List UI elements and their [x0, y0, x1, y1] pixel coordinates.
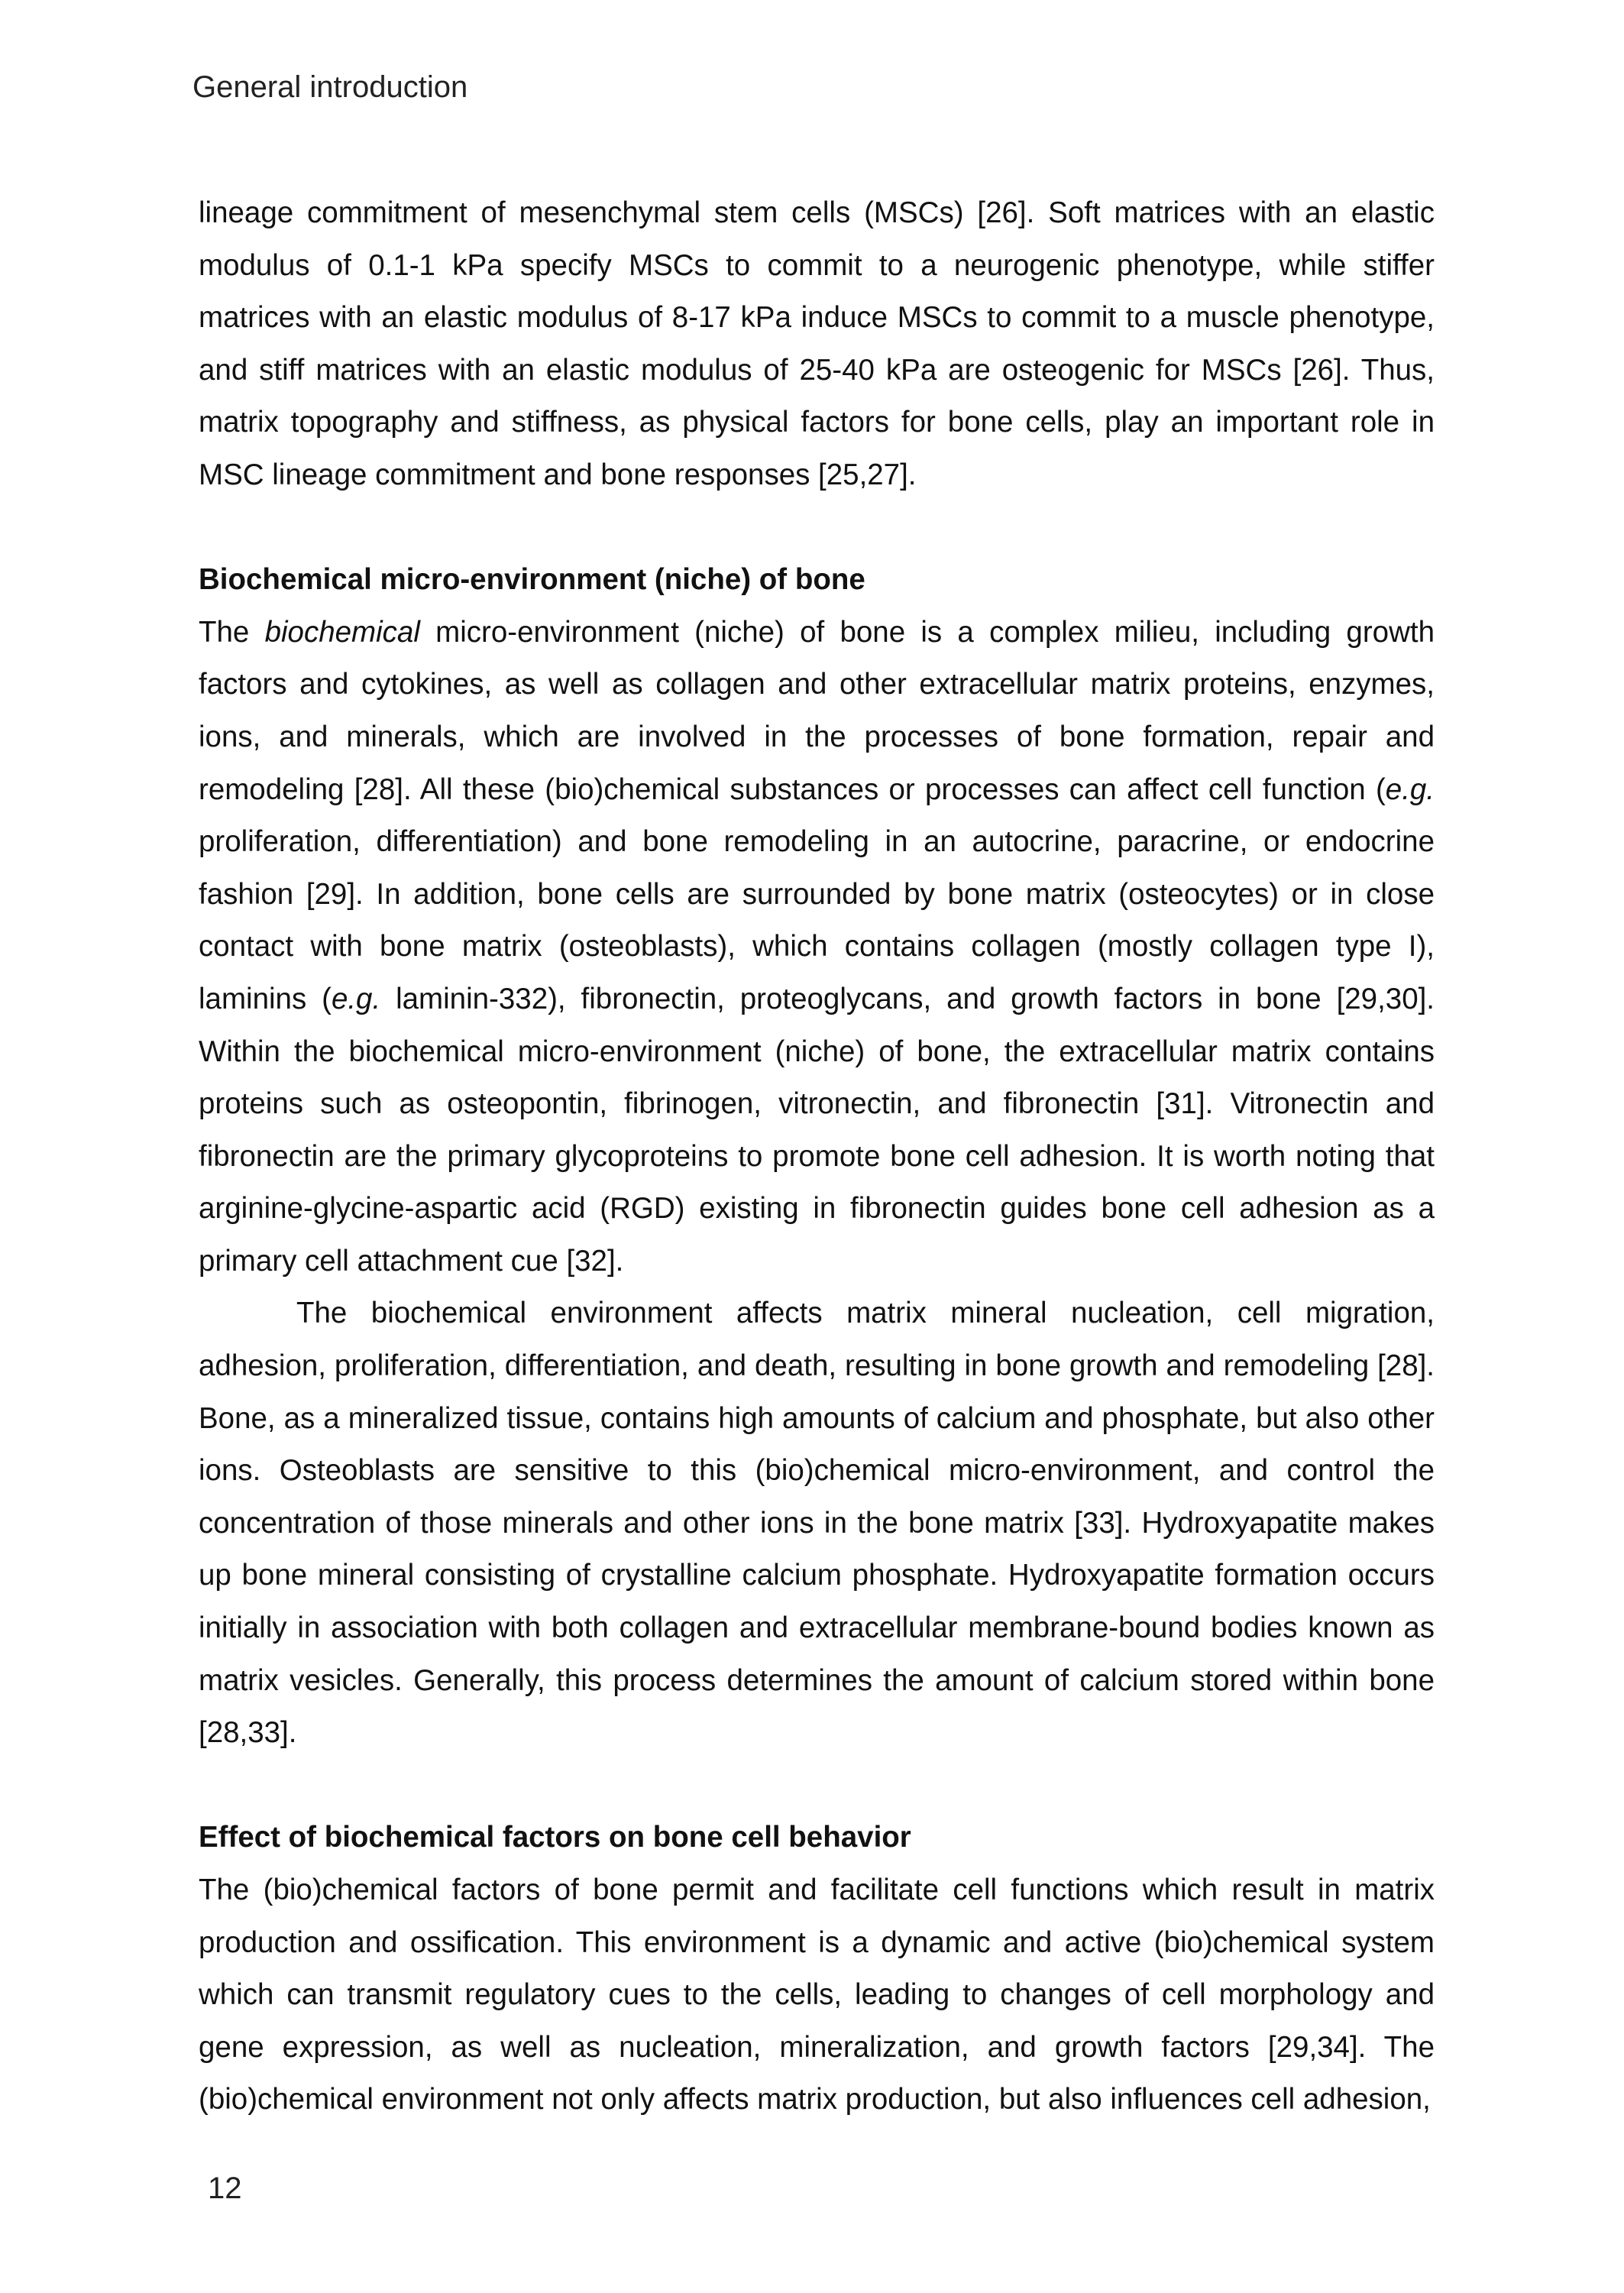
body-text: [199, 187, 1435, 2126]
italic-abbrev: e.g.: [1385, 772, 1435, 806]
text-run: micro-environment (niche) of bone is a complex milieu, including growth factors and cytokines, as well as collagen and other extracellular matrix proteins, enzymes, ions, and minerals, which are involved in the processes of bone formation, repair and remodeling [28]. All these (bio)chemical substances or processes can affect cell function (: [199, 615, 1435, 806]
page-number: 12: [208, 2172, 242, 2205]
paragraph-mineralization: The biochemical environment affects matrix mineral nucleation, cell migration, adhesion, proliferation, differentiation, and death, resulting in bone growth and remodeling [28]. Bone, as a mineralized tissue, contains high amounts of calcium and phosphate, but also other ions. Osteoblasts are sensitive to this (bio)chemical micro-environment, and control the concentration of those minerals and other ions in the bone matrix [33]. Hydroxyapatite makes up bone mineral consisting of crystalline calcium phosphate. Hydroxyapatite formation occurs initially in association with both collagen and extracellular membrane-bound bodies known as matrix vesicles. Generally, this process determines the amount of calcium stored within bone [28,33].: [199, 1297, 1435, 1750]
section-gap: [199, 1760, 1435, 1812]
section-gap: [199, 502, 1435, 555]
text-run: proliferation, differentiation) and bone remodeling in an autocrine, paracrine, or endocrine fashion [29]. In addition, bone cells are surrounded by bone matrix (osteocytes) or in close contact with bone matrix (osteoblasts), which contains collagen (mostly collagen type I), laminins (: [199, 825, 1435, 1015]
paragraph-msc-lineage: lineage commitment of mesenchymal stem cells (MSCs) [26]. Soft matrices with an elastic modulus of 0.1-1 kPa specify MSCs to commit to a neurogenic phenotype, while stiffer matrices with an elastic modulus of 8-17 kPa induce MSCs to commit to a muscle phenotype, and stiff matrices with an elastic modulus of 25-40 kPa are osteogenic for MSCs [26]. Thus, matrix topography and stiffness, as physical factors for bone cells, play an important role in MSC lineage commitment and bone responses [25,27].: [199, 196, 1435, 491]
section-heading-biochemical-factors: Effect of biochemical factors on bone cell behavior: [199, 1821, 911, 1854]
text-run: laminin-332), fibronectin, proteoglycans, and growth factors in bone [29,30]. Within the biochemical micro-environment (niche) of bone, the extracellular matrix contains proteins such as osteopontin, fibrinogen, vitronectin, and fibronectin [31]. Vitronectin and fibronectin are the primary glycoproteins to promote bone cell adhesion. It is worth noting that arginine-glycine-aspartic acid (RGD) existing in fibronectin guides bone cell adhesion as a primary cell attachment cue [32].: [199, 982, 1435, 1278]
text-run: The: [199, 615, 265, 649]
running-header: General introduction: [192, 70, 468, 104]
paragraph-biochemical-factors: The (bio)chemical factors of bone permit and facilitate cell functions which result in matrix production and ossification. This environment is a dynamic and active (bio)chemical system which can transmit regulatory cues to the cells, leading to changes of cell morphology and gene expression, as well as nucleation, mineralization, and growth factors [29,34]. The (bio)chemical environment not only affects matrix production, but also influences cell adhesion,: [199, 1874, 1435, 2116]
paragraph-biochemical-niche: [199, 607, 1435, 1288]
italic-abbrev: e.g.: [331, 982, 381, 1015]
italic-term: biochemical: [264, 615, 420, 649]
section-heading-biochemical-niche: Biochemical micro-environment (niche) of bone: [199, 563, 865, 597]
